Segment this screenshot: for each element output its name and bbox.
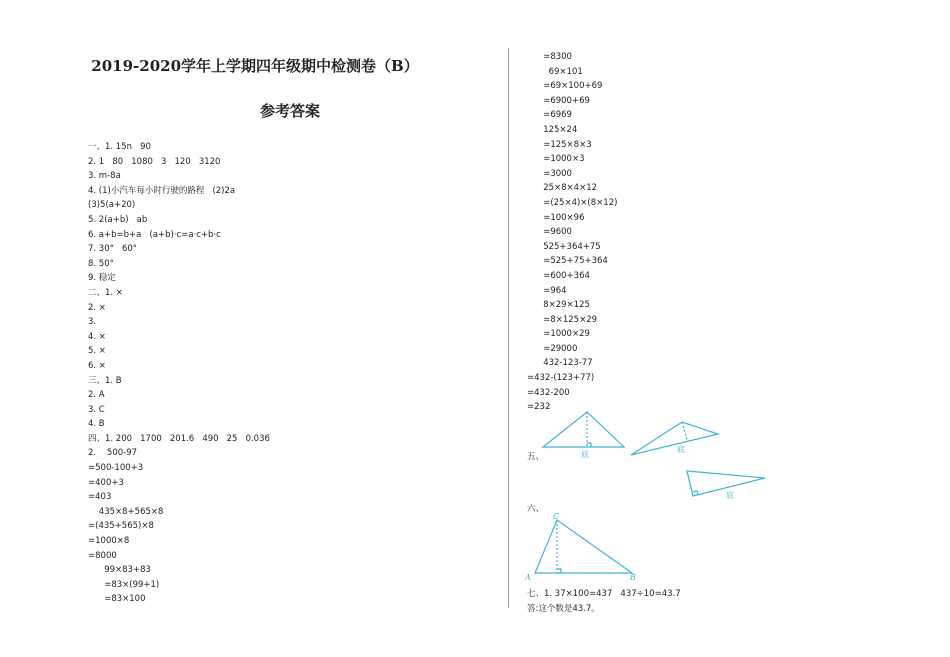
answer-line: =432-(123+77)	[527, 373, 595, 384]
answer-line: =6900+69	[527, 95, 590, 106]
answer-line: =83×100	[88, 594, 146, 605]
answer-line: =29000	[527, 343, 578, 354]
answer-line: 2. ×	[88, 302, 106, 313]
answer-line: =964	[527, 285, 567, 296]
answer-line: 5. 2(a+b) ab	[88, 214, 148, 225]
vertex-c-label: C	[553, 512, 560, 521]
answer-line: 69×101	[527, 66, 583, 77]
answer-line: 3.	[88, 317, 99, 328]
answer-line: 3. C	[88, 404, 105, 415]
answer-line: 8×29×125	[527, 300, 590, 311]
answer-line: 525+364+75	[527, 241, 601, 252]
answer-line: =9600	[527, 227, 572, 238]
answer-line: 2. A	[88, 390, 105, 401]
answer-line: =1000×8	[88, 536, 130, 547]
answer-line: 7. 30° 60°	[88, 244, 138, 255]
answer-line: =8000	[88, 550, 117, 561]
answer-line: =100×96	[527, 212, 585, 223]
answer-line: 4. B	[88, 419, 105, 430]
answer-line: =500-100+3	[88, 463, 144, 474]
answer-line: 9. 稳定	[88, 273, 116, 284]
section-5-label: 五、	[527, 452, 545, 462]
answer-line: 4. ×	[88, 331, 106, 342]
answer-line: =83×(99+1)	[88, 579, 160, 590]
answer-line: =8×125×29	[527, 314, 598, 325]
triangle-1	[543, 412, 624, 447]
answer-line: =400+3	[88, 477, 124, 488]
answer-line: 4. (1)小汽车每小时行驶的路程 (2)2a	[88, 185, 236, 196]
document-title: 2019-2020学年上学期四年级期中检测卷（B）	[91, 57, 419, 75]
answer-line: 答:这个数是43.7。	[527, 603, 600, 614]
answer-line: =525+75+364	[527, 256, 608, 267]
triangle-2-base-label: 底	[677, 445, 685, 454]
answer-line: 七、1. 37×100=437 437÷10=43.7	[527, 589, 681, 599]
answer-line: 一、1. 15n 90	[88, 142, 151, 152]
answer-line: 3. m-8a	[88, 171, 121, 182]
answer-line: 5. ×	[88, 346, 106, 357]
answer-line: =600+364	[527, 270, 590, 281]
answer-line: 四、1. 200 1700 201.6 490 25 0.036	[88, 433, 270, 444]
answer-line: 2. 1 80 1080 3 120 3120	[88, 156, 221, 167]
answer-line: =232	[527, 402, 551, 413]
answer-line: =(25×4)×(8×12)	[527, 197, 618, 208]
triangle-4	[535, 520, 632, 573]
triangle-2-height	[682, 422, 687, 440]
triangle-3-right-angle	[693, 491, 698, 495]
answer-key-heading: 参考答案	[259, 102, 320, 120]
vertex-a-label: A	[525, 573, 531, 582]
section-6-label: 六、	[527, 504, 545, 514]
answer-line: =8300	[527, 52, 572, 62]
answer-line: 8. 50°	[88, 258, 114, 269]
answer-line: =125×8×3	[527, 139, 592, 150]
answer-line: 125×24	[527, 124, 578, 135]
answer-line: 6. a+b=b+a (a+b)·c=a·c+b·c	[88, 229, 221, 240]
answer-line: 99×83+83	[88, 565, 151, 576]
answer-line: (3)5(a+20)	[88, 200, 136, 211]
answer-line: 三、1. B	[88, 375, 122, 386]
triangle-3-base-label: 底	[726, 491, 734, 500]
answer-line: =6969	[527, 110, 572, 121]
vertex-b-label: B	[630, 573, 636, 582]
answer-line: 二、1. ×	[88, 287, 123, 298]
answer-line: =1000×29	[527, 329, 590, 340]
section-7-answers	[527, 587, 681, 616]
answer-line: =(435+565)×8	[88, 521, 154, 532]
answer-line: =432-200	[527, 387, 570, 398]
answer-line: 6. ×	[88, 360, 106, 371]
answer-line: =403	[88, 492, 112, 503]
answer-line: =1000×3	[527, 154, 585, 165]
triangle-2	[631, 422, 718, 455]
answer-line: 432-123-77	[527, 358, 593, 369]
answer-line: 2. 500-97	[88, 448, 138, 459]
answer-line: 435×8+565×8	[88, 506, 164, 517]
answer-line: =3000	[527, 168, 572, 179]
triangle-1-base-label: 底	[581, 450, 589, 459]
answer-line: 25×8×4×12	[527, 183, 598, 194]
answer-line: =69×100+69	[527, 81, 603, 92]
